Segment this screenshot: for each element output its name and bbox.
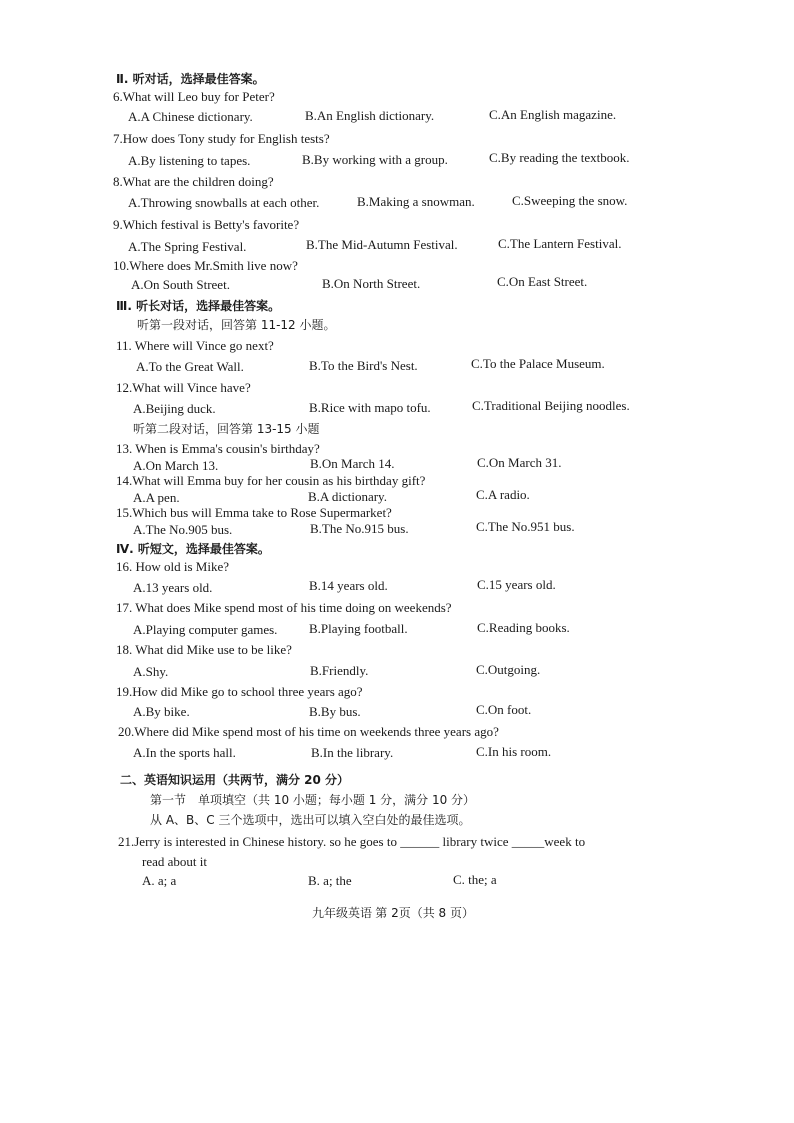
q15-option-a: A.The No.905 bus. <box>133 522 233 537</box>
part-2-header: 二、英语知识运用（共两节，满分 20 分） <box>120 773 350 787</box>
q20-option-a: A.In the sports hall. <box>133 745 236 760</box>
section-4-header: Ⅳ. 听短文，选择最佳答案。 <box>116 542 270 556</box>
section-3-dialog-1-note: 听第一段对话，回答第 11-12 小题。 <box>137 318 336 332</box>
q18-option-c: C.Outgoing. <box>476 662 541 677</box>
q12-option-a: A.Beijing duck. <box>133 401 216 416</box>
q10-option-c: C.On East Street. <box>497 274 588 289</box>
q21-option-c: C. the; a <box>453 872 497 887</box>
q16-option-b: B.14 years old. <box>309 578 388 593</box>
q17-option-c: C.Reading books. <box>477 620 570 635</box>
q14-option-a: A.A pen. <box>133 490 180 505</box>
footer-total-pages: （共 8 页） <box>410 906 474 920</box>
q7-option-a: A.By listening to tapes. <box>128 153 251 168</box>
q19-option-b: B.By bus. <box>309 704 361 719</box>
footer-page-number: 第 2页 <box>375 906 411 920</box>
q11-option-b: B.To the Bird's Nest. <box>309 358 418 373</box>
q10-option-a: A.On South Street. <box>131 277 230 292</box>
section-3-header: Ⅲ. 听长对话，选择最佳答案。 <box>116 299 281 313</box>
question-21: 21.Jerry is interested in Chinese history. so he goes to ______ library twice _____week to <box>118 834 586 849</box>
q11-option-c: C.To the Palace Museum. <box>471 356 605 371</box>
question-7: 7.How does Tony study for English tests? <box>113 131 330 146</box>
q18-option-b: B.Friendly. <box>310 663 369 678</box>
question-15: 15.Which bus will Emma take to Rose Supermarket? <box>116 505 392 520</box>
footer-grade-subject: 九年级英语 <box>312 906 373 920</box>
q14-option-c: C.A radio. <box>476 487 530 502</box>
question-11: 11. Where will Vince go next? <box>116 338 274 353</box>
q9-option-b: B.The Mid-Autumn Festival. <box>306 237 458 252</box>
q9-option-c: C.The Lantern Festival. <box>498 236 622 251</box>
q16-option-c: C.15 years old. <box>477 577 556 592</box>
q19-option-a: A.By bike. <box>133 704 190 719</box>
q13-option-a: A.On March 13. <box>133 458 219 473</box>
q13-option-b: B.On March 14. <box>310 456 395 471</box>
q15-option-b: B.The No.915 bus. <box>310 521 409 536</box>
q12-option-b: B.Rice with mapo tofu. <box>309 400 431 415</box>
q15-option-c: C.The No.951 bus. <box>476 519 575 534</box>
q17-option-a: A.Playing computer games. <box>133 622 278 637</box>
question-9: 9.Which festival is Betty's favorite? <box>113 217 300 232</box>
question-12: 12.What will Vince have? <box>116 380 251 395</box>
q7-option-b: B.By working with a group. <box>302 152 448 167</box>
q17-option-b: B.Playing football. <box>309 621 408 636</box>
page-footer <box>312 905 474 921</box>
q20-option-b: B.In the library. <box>311 745 394 760</box>
q11-option-a: A.To the Great Wall. <box>136 359 244 374</box>
section-2-header: Ⅱ. 听对话，选择最佳答案。 <box>116 72 265 86</box>
question-21-continuation: read about it <box>142 854 207 869</box>
q16-option-a: A.13 years old. <box>133 580 213 595</box>
q8-option-c: C.Sweeping the snow. <box>512 193 628 208</box>
q21-option-b: B. a; the <box>308 873 352 888</box>
q6-option-c: C.An English magazine. <box>489 107 617 122</box>
q8-option-a: A.Throwing snowballs at each other. <box>128 195 320 210</box>
q8-option-b: B.Making a snowman. <box>357 194 475 209</box>
q20-option-c: C.In his room. <box>476 744 552 759</box>
question-8: 8.What are the children doing? <box>113 174 274 189</box>
question-16: 16. How old is Mike? <box>116 559 230 574</box>
q12-option-c: C.Traditional Beijing noodles. <box>472 398 630 413</box>
part-2-section-1-title: 第一节 单项填空（共 10 小题；每小题 1 分，满分 10 分） <box>150 793 476 807</box>
q6-option-a: A.A Chinese dictionary. <box>128 109 253 124</box>
question-6: 6.What will Leo buy for Peter? <box>113 89 275 104</box>
q7-option-c: C.By reading the textbook. <box>489 150 630 165</box>
q21-option-a: A. a; a <box>142 873 177 888</box>
question-13: 13. When is Emma's cousin's birthday? <box>116 441 320 456</box>
q19-option-c: C.On foot. <box>476 702 532 717</box>
question-17: 17. What does Mike spend most of his time doing on weekends? <box>116 600 452 615</box>
part-2-section-1-instruction: 从 A、B、C 三个选项中，选出可以填入空白处的最佳选项。 <box>150 813 471 827</box>
question-20: 20.Where did Mike spend most of his time on weekends three years ago? <box>118 724 499 739</box>
q6-option-b: B.An English dictionary. <box>305 108 435 123</box>
question-18: 18. What did Mike use to be like? <box>116 642 292 657</box>
question-14: 14.What will Emma buy for her cousin as his birthday gift? <box>116 473 426 488</box>
q13-option-c: C.On March 31. <box>477 455 562 470</box>
q10-option-b: B.On North Street. <box>322 276 421 291</box>
section-3-dialog-2-note: 听第二段对话，回答第 13-15 小题 <box>133 422 320 436</box>
q9-option-a: A.The Spring Festival. <box>128 239 247 254</box>
q14-option-b: B.A dictionary. <box>308 489 387 504</box>
question-10: 10.Where does Mr.Smith live now? <box>113 258 298 273</box>
question-19: 19.How did Mike go to school three years ago? <box>116 684 363 699</box>
q18-option-a: A.Shy. <box>133 664 169 679</box>
